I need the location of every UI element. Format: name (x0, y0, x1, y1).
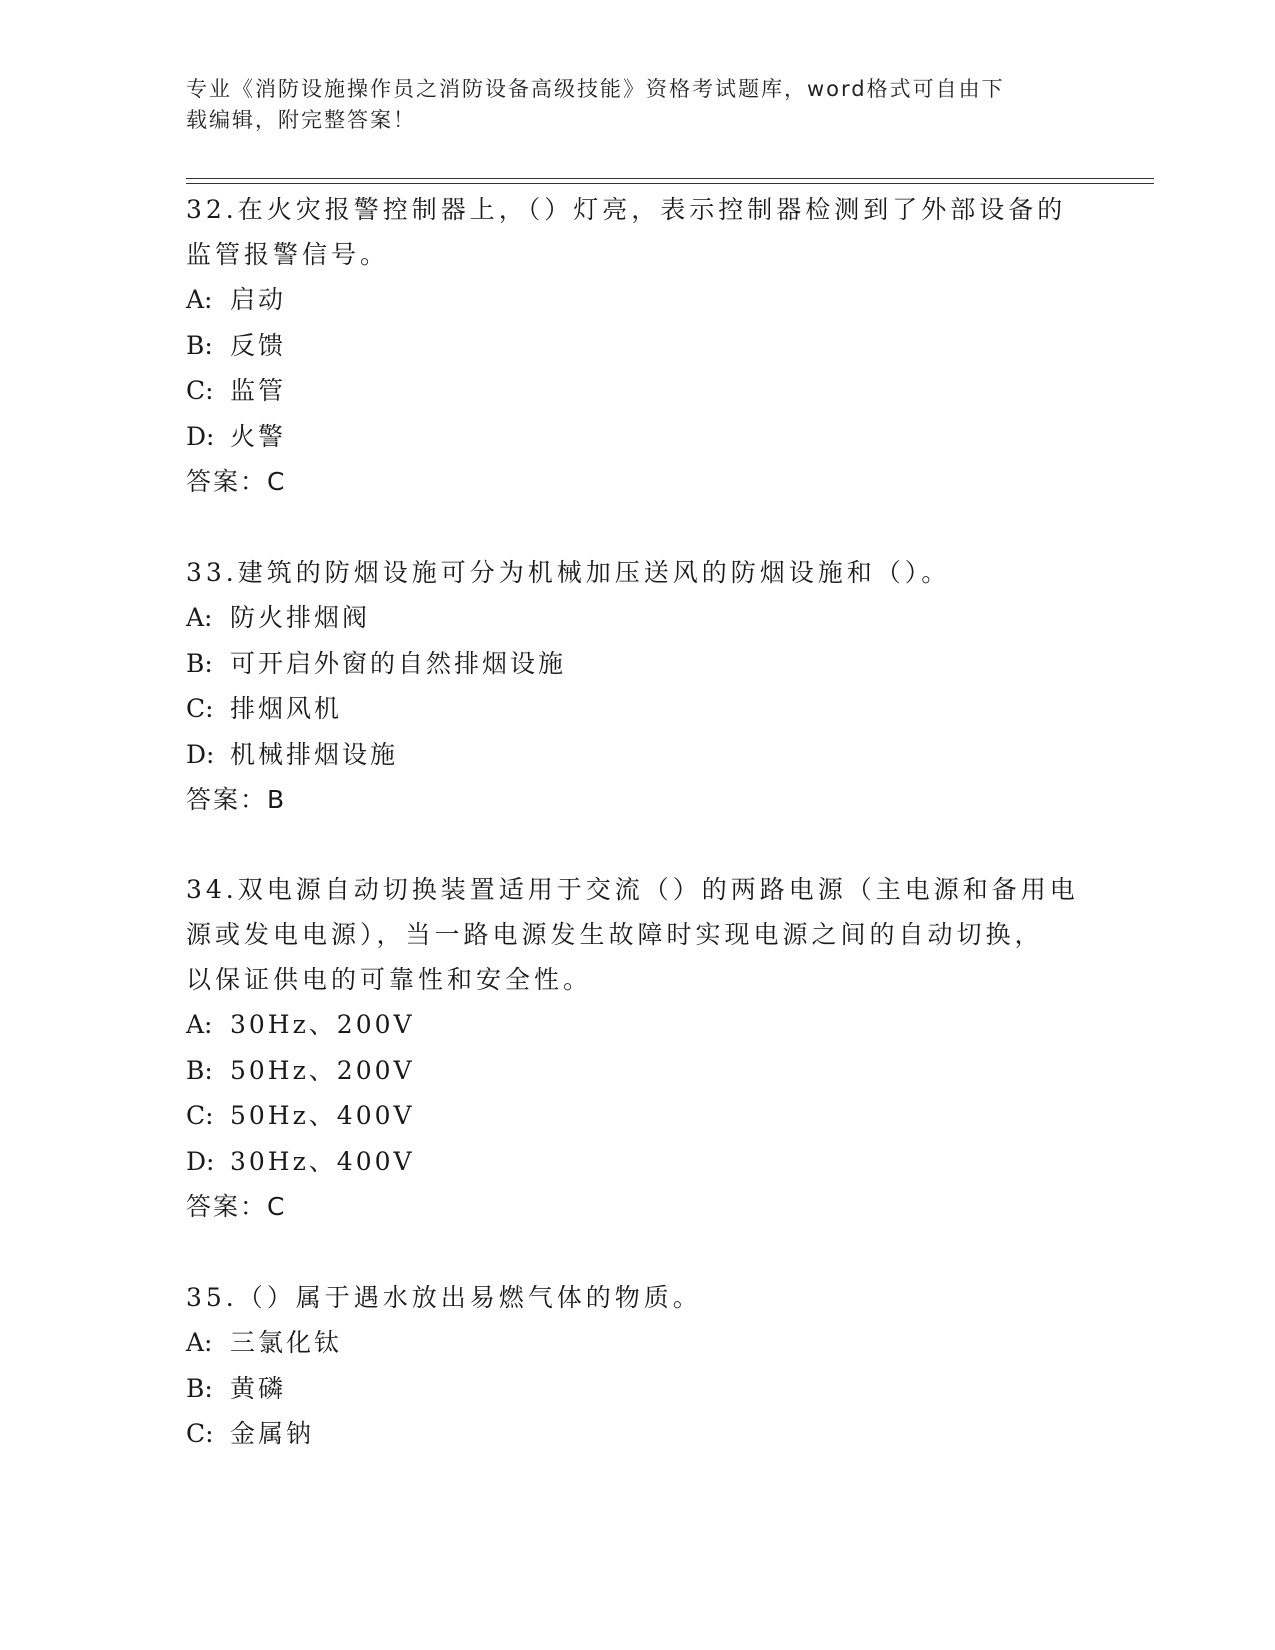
option-a: A: 三氯化钛 (186, 1328, 343, 1357)
question-33 (186, 550, 1086, 822)
option-c: C: 排烟风机 (186, 694, 343, 723)
question-35 (186, 1275, 1086, 1457)
question-32 (186, 187, 1086, 504)
question-stem-line: 源或发电电源），当一路电源发生故障时实现电源之间的自动切换， (186, 920, 1044, 949)
option-c: C: 金属钠 (186, 1419, 315, 1448)
header-line-2: 载编辑，附完整答案！ (186, 108, 416, 132)
question-34 (186, 867, 1086, 1229)
option-b: B: 50Hz、200V (186, 1055, 415, 1085)
header-divider-top (186, 178, 1154, 179)
question-stem-line: 32.在火灾报警控制器上，（）灯亮，表示控制器检测到了外部设备的 (186, 195, 1067, 224)
answer-text: 答案：C (186, 1192, 287, 1221)
option-d: D: 火警 (186, 421, 287, 451)
option-c: C: 50Hz、400V (186, 1101, 415, 1130)
option-d: D: 30Hz、400V (186, 1146, 415, 1176)
question-stem-line: 34.双电源自动切换装置适用于交流（）的两路电源（主电源和备用电 (186, 875, 1079, 904)
question-stem-line: 35.（）属于遇水放出易燃气体的物质。 (186, 1283, 702, 1312)
header-divider-bottom (186, 183, 1154, 184)
option-b: B: 可开启外窗的自然排烟设施 (186, 648, 567, 678)
option-b: B: 反馈 (186, 330, 287, 360)
option-a: A: 防火排烟阀 (186, 603, 371, 632)
option-c: C: 监管 (186, 376, 287, 405)
option-a: A: 30Hz、200V (186, 1010, 415, 1039)
header-line-1: 专业《消防设施操作员之消防设备高级技能》资格考试题库，word格式可自由下 (186, 77, 1005, 101)
question-stem-line: 以保证供电的可靠性和安全性。 (186, 965, 593, 994)
question-stem-line: 监管报警信号。 (186, 240, 390, 269)
option-d: D: 机械排烟设施 (186, 739, 399, 769)
option-a: A: 启动 (186, 285, 287, 314)
document-header (186, 74, 1066, 136)
question-stem-line: 33.建筑的防烟设施可分为机械加压送风的防烟设施和（）。 (186, 558, 951, 587)
answer-text: 答案：C (186, 467, 287, 496)
answer-text: 答案：B (186, 785, 287, 814)
option-b: B: 黄磷 (186, 1373, 287, 1403)
